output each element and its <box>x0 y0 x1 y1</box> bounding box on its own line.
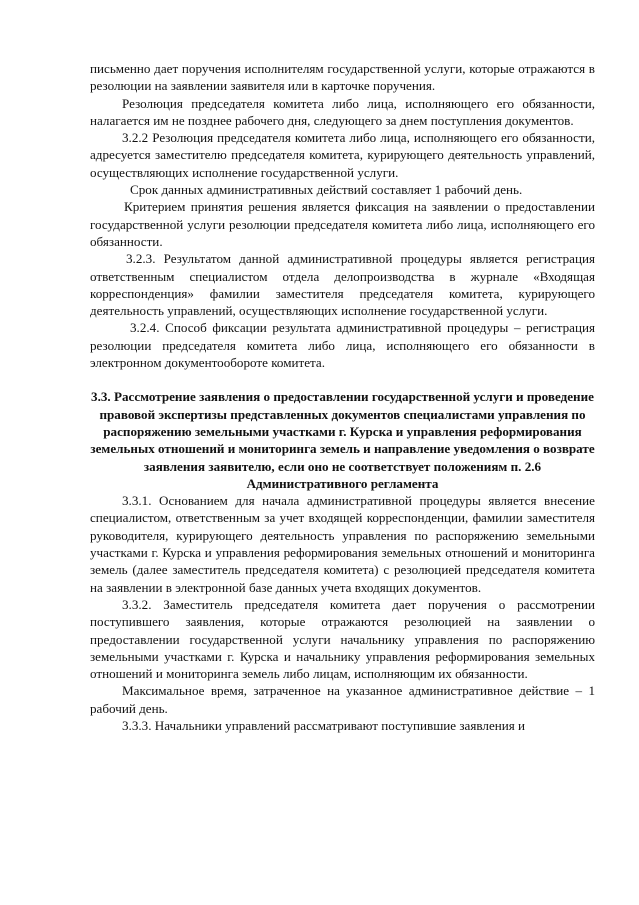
paragraph-3-2-3: 3.2.3. Результатом данной административной процедуры является регистрация ответственным специалистом отдела делопроизводства в журнале «Входящая корреспонденция» фамилии заместителя председателя комитета, курирующего деятельность управлений, осуществляющих исполнение государственной услуги. <box>90 251 595 319</box>
paragraph-3-2-2: 3.2.2 Резолюция председателя комитета либо лица, исполняющего его обязанности, адресуется заместителю председателя комитета, курирующего деятельность управлений, осуществляющих исполнение государственной услуги. <box>90 130 595 180</box>
section-heading-3-3: 3.3. Рассмотрение заявления о предоставлении государственной услуги и проведение правовой экспертизы представленных документов специалистами управления по распоряжению земельными участками г. Курска и управления реформирования земельных отношений и мониторинга земель и направление уведомления о возврате заявления заявителю, если оно не соответствует положениям п. 2.6 Административного регламента <box>90 389 595 491</box>
paragraph-max-time: Максимальное время, затраченное на указанное административное действие – 1 рабочий день. <box>90 683 595 716</box>
paragraph-3-3-3: 3.3.3. Начальники управлений рассматривают поступившие заявления и <box>122 717 526 733</box>
spacer <box>90 371 595 388</box>
paragraph-continuation: письменно дает поручения исполнителям государственной услуги, которые отражаются в резолюции на заявлении заявителя или в карточке поручения. <box>90 61 595 94</box>
paragraph-criterion: Критерием принятия решения является фиксация на заявлении о предоставлении государственной услуги резолюции председателя комитета либо лица, исполняющего его обязанности. <box>90 199 595 249</box>
paragraph-3-2-4: 3.2.4. Способ фиксации результата административной процедуры – регистрация резолюции председателя комитета либо лица, исполняющего его обязанности в электронном документообороте комитета. <box>90 320 595 371</box>
document-body <box>90 60 595 734</box>
paragraph-3-3-2: 3.3.2. Заместитель председателя комитета дает поручения о рассмотрении поступившего заявления, которые отражаются резолюцией на заявлении о предоставлении государственной услуги начальнику управления по распоряжению земельными участками г. Курска и начальнику управления реформирования земельных отношений и мониторинга земель либо лицам, исполняющим их обязанности. <box>90 596 595 682</box>
paragraph-3-3-1: 3.3.1. Основанием для начала административной процедуры является внесение специалистом, ответственным за учет входящей корреспонденции, фамилии заместителя руководителя, курирующего деятельность управления по распоряжению земельными участками г. Курска и управления реформирования земельных отношений и мониторинга земель (далее заместитель председателя комитета) с резолюцией председателя комитета на заявлении в электронной базе данных учета входящих документов. <box>90 493 595 595</box>
paragraph-resolution-deadline: Резолюция председателя комитета либо лица, исполняющего его обязанности, налагается им не позднее рабочего дня, следующего за днем поступления документов. <box>90 95 595 128</box>
paragraph-term: Срок данных административных действий составляет 1 рабочий день. <box>130 182 523 198</box>
